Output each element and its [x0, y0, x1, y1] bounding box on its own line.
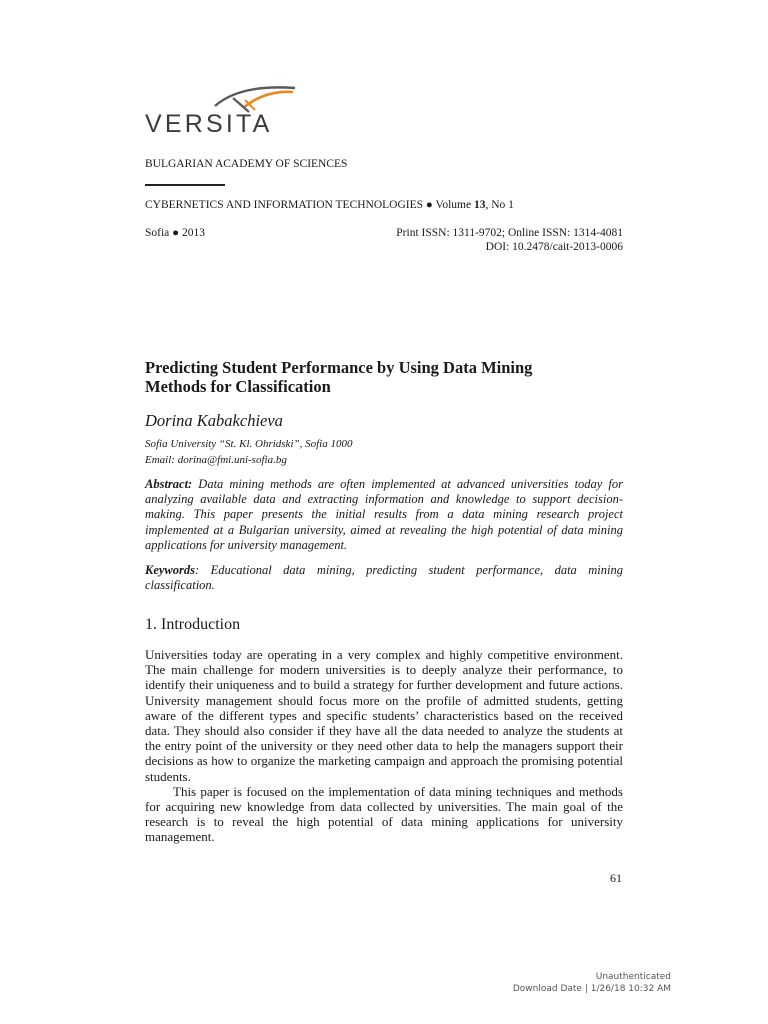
email-line: Email: dorina@fmi.uni-sofia.bg: [145, 454, 287, 466]
paragraph: Universities today are operating in a very complex and highly competitive environment. The main challenge for modern universities is to deeply analyze their performance, to identify their uniqueness and to build a strategy for further development and future actions. University management should focus more on the profile of admitted students, getting aware of the different types and specific students’ characteristics based on the received data. They should also consider if they have all the data needed to analyze the students at the entry point of the university or they need other data to help the managers support their decisions as how to organize the marketing campaign and approach the promising potential students.: [145, 647, 623, 784]
affiliation-line: Sofia University “St. Kl. Ohridski”, Sofia 1000: [145, 438, 353, 450]
abstract-text: Data mining methods are often implemented at advanced universities today for analyzing available data and extracting information and knowledge to support decision-making. This paper presents the initial results from a data mining research project implemented at a Bulgarian university, aimed at revealing the high potential of data mining applications for university management.: [145, 477, 623, 552]
title-line-2: Methods for Classification: [145, 377, 331, 396]
journal-name: CYBERNETICS AND INFORMATION TECHNOLOGIES ● Volume: [145, 199, 474, 211]
header-divider: [145, 184, 225, 186]
journal-line: [145, 198, 514, 212]
journal-volume: 13: [473, 199, 486, 211]
issn-block: [396, 226, 623, 254]
keywords-text: : Educational data mining, predicting student performance, data mining classification.: [145, 563, 623, 593]
logo-wordmark: VERSITA: [145, 110, 273, 138]
place-year: Sofia ● 2013: [145, 227, 205, 239]
watermark-date: Download Date | 1/26/18 10:32 AM: [512, 984, 671, 994]
issn-line: Print ISSN: 1311-9702; Online ISSN: 1314-4081: [396, 227, 623, 239]
page-number: 61: [610, 871, 622, 885]
paragraph: This paper is focused on the implementation of data mining techniques and methods for acquiring new knowledge from data collected by universities. The main goal of the research is to reveal the high potential of data mining applications for university management.: [145, 783, 623, 845]
abstract-label: Abstract:: [145, 477, 193, 491]
academy-name: BULGARIAN ACADEMY OF SCIENCES: [145, 158, 348, 170]
title-line-1: Predicting Student Performance by Using Data Mining: [145, 358, 533, 377]
abstract: [145, 477, 623, 553]
journal-issue: , No 1: [485, 199, 514, 211]
download-watermark: [513, 971, 671, 995]
doi-line: DOI: 10.2478/cait-2013-0006: [485, 241, 623, 253]
article-title: [145, 358, 565, 396]
section-heading: 1. Introduction: [145, 616, 241, 633]
introduction-body: [145, 647, 623, 845]
keywords: [145, 563, 623, 593]
keywords-label: Keywords: [145, 563, 195, 577]
author-affiliation: [145, 436, 352, 468]
author-name: Dorina Kabakchieva: [145, 411, 283, 430]
watermark-status: Unauthenticated: [595, 972, 671, 982]
versita-logo: [145, 82, 305, 140]
